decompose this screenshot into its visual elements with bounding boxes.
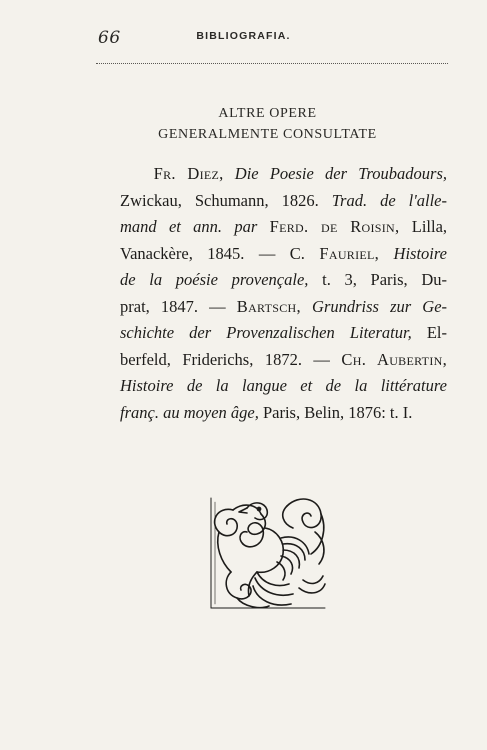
text-line [120,267,447,294]
imprint: Paris, Belin, 1876: t. I. [262,402,413,422]
title-fauriel: Histoire [393,243,448,263]
author-bartsch: Bartsch, [236,296,301,316]
text-line [120,320,447,347]
text-line [120,400,447,427]
title-fauriel: de la poésie provençale, [120,270,309,289]
text-line [120,161,447,188]
running-head: BIBLIOGRAFIA. [196,30,291,42]
page-number: 66 [98,28,121,48]
imprint: Zwickau, Schumann, 1826. [120,190,319,210]
title-aubertin: franç. au moyen âge, [120,402,259,422]
bibliography-paragraph [120,161,447,426]
text-line [120,241,447,268]
imprint: t. 3, Paris, Du- [322,270,448,289]
section-subtitle: GENERALMENTE CONSULTATE [158,127,377,142]
imprint: prat, 1847. — [120,296,226,316]
bird-foliage-ornament-icon [203,488,333,618]
author-fauriel: Fauriel, [319,243,380,263]
text-line [120,347,447,374]
author-diez: Fr. Diez, [153,164,224,183]
header-rule [96,63,448,64]
title-bartsch: schichte der Provenzalischen Literatur, [120,323,412,342]
text-line [120,188,447,215]
translator: Ferd. de Roisin, [269,217,400,236]
text-line [120,214,447,241]
text-line [120,373,447,400]
translation-note: mand et ann. par [120,217,258,236]
imprint: Lilla, [411,217,448,236]
imprint: Vanackère, 1845. — C. [120,243,305,263]
text-line [120,294,447,321]
translation-note: Trad. de l'alle- [331,190,447,210]
imprint: El- [426,323,447,342]
imprint: berfeld, Friderichs, 1872. — [120,349,330,369]
author-aubertin: Ch. Aubertin, [341,349,448,369]
title-bartsch: Grundriss zur Ge- [312,296,448,316]
title-diez: Die Poesie der Troubadours, [234,164,448,183]
title-aubertin: Histoire de la langue et de la littérature [120,376,447,395]
section-title: ALTRE OPERE [218,106,317,121]
